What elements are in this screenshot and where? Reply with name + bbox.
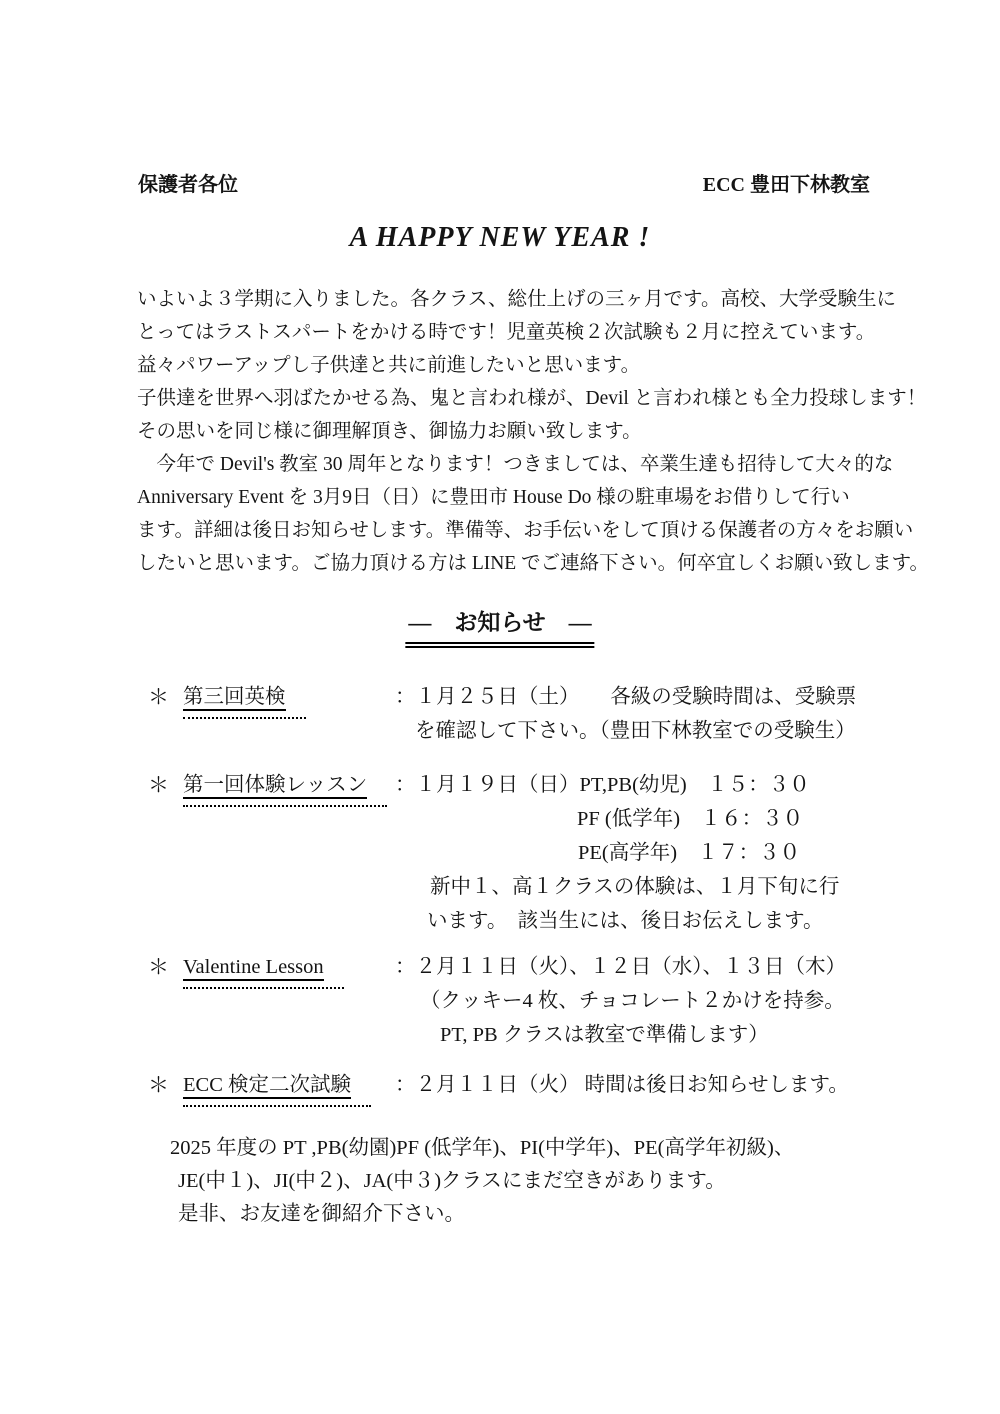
intro-line: 子供達を世界へ羽ばたかせる為、鬼と言われ様が、Devil と言われ様とも全力投球します！ [137, 388, 927, 409]
item-description [395, 680, 856, 748]
item-desc-line: PT, PB クラスは教室で準備します） [440, 1024, 769, 1046]
item-label: 第三回英検 [183, 686, 286, 711]
item-description [395, 1068, 849, 1102]
item-desc-line: を確認して下さい。（豊田下林教室での受験生） [415, 720, 856, 742]
item-desc-line: ：１月２５日（土） 各級の受験時間は、受験票 [395, 686, 857, 708]
intro-paragraphs [137, 283, 929, 580]
item-desc-line: ：２月１１日（火）、１２日（水）、１３日（木） [395, 956, 846, 978]
asterisk-bullet: ＊ [148, 955, 169, 979]
item-label-underline [183, 950, 344, 989]
notice-item [148, 950, 846, 1052]
item-label: Valentine Lesson [183, 956, 324, 981]
intro-line: その思いを同じ様に御理解頂き、御協力お願い致します。 [137, 421, 642, 442]
item-desc-line: ：１月１９日（日）PT,PB(幼児) １５：３０ [395, 774, 810, 796]
recipient-label: 保護者各位 [138, 174, 238, 196]
intro-line: 今年で Devil's 教室 30 周年となります！つきましては、卒業生達も招待して大々的な [137, 454, 894, 475]
asterisk-bullet: ＊ [148, 773, 169, 797]
notice-heading: ― お知らせ ― [405, 604, 594, 648]
item-desc-line: PF (低学年) １６：３０ [577, 808, 804, 830]
item-desc-line: （クッキー4 枚、チョコレート２かけを持参。 [420, 990, 845, 1012]
closing-line: JE(中１)、JI(中２)、JA(中３)クラスにまだ空きがあります。 [178, 1170, 726, 1192]
asterisk-bullet: ＊ [148, 1073, 169, 1097]
item-desc-line: PE(高学年) １７：３０ [578, 842, 801, 864]
item-label-underline [183, 1068, 371, 1107]
closing-paragraph [170, 1132, 794, 1231]
notice-item [148, 768, 839, 938]
item-label-column [183, 950, 395, 989]
page-title: A HAPPY NEW YEAR ! [349, 222, 651, 253]
item-label-column [183, 1068, 395, 1107]
item-desc-line: 新中１、高１クラスの体験は、１月下旬に行 [430, 876, 840, 898]
item-label: ECC 検定二次試験 [183, 1074, 351, 1099]
intro-line: Anniversary Event を 3月9日（日）に豊田市 House Do 様の駐車場をお借りして行い [137, 487, 850, 508]
closing-line: 2025 年度の PT ,PB(幼園)PF (低学年)、PI(中学年)、PE(高学年初級)、 [170, 1137, 795, 1159]
intro-line: いよいよ３学期に入りました。各クラス、総仕上げの三ヶ月です。高校、大学受験生に [137, 289, 896, 310]
intro-line: ます。詳細は後日お知らせします。準備等、お手伝いをして頂ける保護者の方々をお願い [137, 520, 914, 541]
intro-line: とってはラストスパートをかける時です！児童英検２次試験も２月に控えています。 [137, 322, 876, 343]
asterisk-bullet: ＊ [148, 685, 169, 709]
item-label-underline [183, 768, 387, 807]
intro-line: したいと思います。ご協力頂ける方は LINE でご連絡下さい。何卒宜しくお願い致します。 [137, 553, 930, 574]
item-label-underline [183, 680, 306, 719]
item-description [395, 950, 846, 1052]
notice-item [148, 1068, 849, 1107]
item-label-column [183, 680, 395, 719]
notice-item [148, 680, 856, 748]
item-description [395, 768, 839, 938]
item-desc-line: います。 該当生には、後日お伝えします。 [427, 910, 824, 932]
closing-line: 是非、お友達を御紹介下さい。 [178, 1203, 465, 1225]
header-row [138, 168, 870, 197]
intro-line: 益々パワーアップし子供達と共に前進したいと思います。 [137, 355, 641, 376]
item-label-column [183, 768, 395, 807]
item-label: 第一回体験レッスン [183, 774, 367, 799]
classroom-name: ECC 豊田下林教室 [702, 174, 870, 196]
item-desc-line: ：２月１１日（火） 時間は後日お知らせします。 [395, 1074, 849, 1096]
